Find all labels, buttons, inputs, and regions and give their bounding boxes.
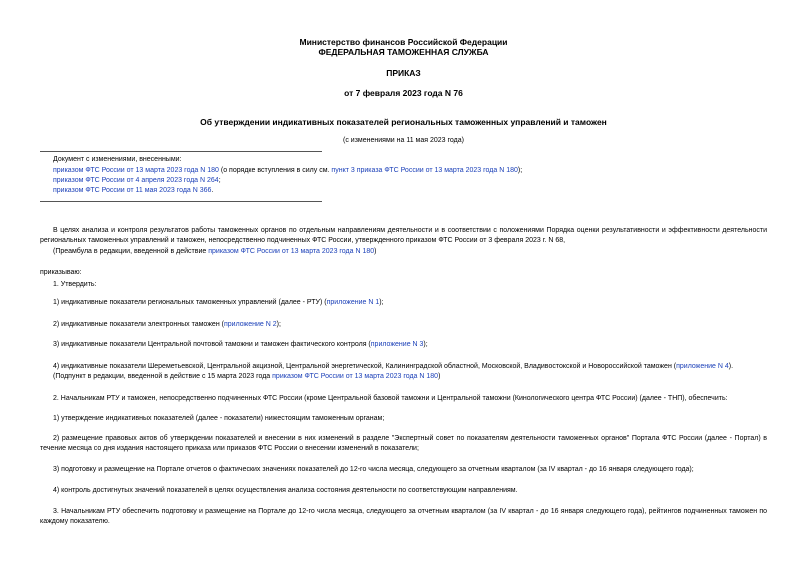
service-name: ФЕДЕРАЛЬНАЯ ТАМОЖЕННАЯ СЛУЖБА (318, 47, 489, 57)
link-order-366[interactable]: приказом ФТС России от 11 мая 2023 года N 366 (53, 187, 212, 194)
point-2: 2. Начальникам РТУ и таможен, непосредственно подчиненных ФТС России (кроме Центральной базовой таможни и Центральной таможни (Кинологического центра ФТС России) (далее - ТНП), обеспечить: (53, 395, 728, 402)
ministry-name: Министерство финансов Российской Федерации (299, 37, 508, 47)
changes-bottom-rule (40, 201, 322, 202)
link-order-180[interactable]: приказом ФТС России от 13 марта 2023 года N 180 (53, 167, 219, 174)
subpoint-2-4: 4) контроль достигнутых значений показателей в целях осуществления анализа состояния деятельности по соответствующим направлениям. (53, 487, 518, 494)
order-word: приказываю: (40, 269, 82, 276)
link-appendix-1[interactable]: приложение N 1 (326, 299, 380, 306)
link-order-180-point-3[interactable]: пункт 3 приказа ФТС России от 13 марта 2023 года N 180 (331, 167, 518, 174)
subpoint-1-4-note: (Подпункт в редакции, введенной в действие с 15 марта 2023 года приказом ФТС России от 13 марта 2023 года N 180) (53, 373, 441, 380)
changes-item-1: приказом ФТС России от 13 марта 2023 года N 180 (о порядке вступления в силу см. пункт 3 приказа ФТС России от 13 марта 2023 года N 180); (53, 167, 523, 174)
document-title: Об утверждении индикативных показателей региональных таможенных управлений и таможен (200, 117, 607, 127)
subpoint-2-2: 2) размещение правовых актов об утверждении показателей и внесении в них изменений в разделе "Экспертный совет по показателям деятельности таможенных органов" Портала ФТС России (далее - Портал) в течение месяца со дня издания настоящего приказа или приказов ФТС России о внесении изменений в показатели; (40, 435, 767, 452)
preamble-text: В целях анализа и контроля результатов работы таможенных органов по отдельным направлениям деятельности и в соответствии с положениями Порядка оценки результативности и эффективности деятельности региональных таможенных управлений и таможен, непосредственно подчиненных ФТС России, утвержденного приказом ФТС России от 3 февраля 2023 г. N 68, (40, 227, 767, 244)
link-preamble-order-180[interactable]: приказом ФТС России от 13 марта 2023 года N 180 (208, 248, 375, 255)
link-subpoint-order-180[interactable]: приказом ФТС России от 13 марта 2023 года N 180 (272, 373, 439, 380)
link-order-264[interactable]: приказом ФТС России от 4 апреля 2023 года N 264 (53, 177, 219, 184)
subpoint-1-2: 2) индикативные показатели электронных таможен (приложение N 2); (53, 321, 281, 328)
changes-intro: Документ с изменениями, внесенными: (53, 156, 182, 163)
document-date-number: от 7 февраля 2023 года N 76 (344, 88, 463, 98)
changes-top-rule (40, 151, 322, 152)
link-appendix-3[interactable]: приложение N 3 (370, 341, 424, 348)
changes-item-3: приказом ФТС России от 11 мая 2023 года N 366. (53, 187, 214, 194)
changes-item-2: приказом ФТС России от 4 апреля 2023 года N 264; (53, 177, 221, 184)
subpoint-1-3: 3) индикативные показатели Центральной почтовой таможни и таможен фактического контроля (приложение N 3); (53, 341, 428, 348)
point-1: 1. Утвердить: (53, 281, 97, 288)
document-type: ПРИКАЗ (386, 68, 421, 78)
subpoint-1-1: 1) индикативные показатели региональных таможенных управлений (далее - РТУ) (приложение N 1); (53, 299, 384, 306)
subpoint-1-4: 4) индикативные показатели Шереметьевской, Центральной акцизной, Центральной энергетической, Калининградской областной, Московской, Владивостокской и Новороссийской таможен (приложение N 4). (53, 363, 734, 370)
amended-note: (с изменениями на 11 мая 2023 года) (343, 137, 464, 144)
point-3: 3. Начальникам РТУ обеспечить подготовку и размещение на Портале до 12-го числа месяца, следующего за отчетным кварталом (за IV квартал - до 16 января следующего года), рейтингов подчиненных таможен по каждому показателю. (40, 508, 767, 525)
subpoint-2-1: 1) утверждение индикативных показателей (далее - показатели) нижестоящим таможенным органам; (53, 415, 385, 422)
preamble-note: (Преамбула в редакции, введенной в действие приказом ФТС России от 13 марта 2023 года N 180) (53, 248, 377, 255)
link-appendix-2[interactable]: приложение N 2 (223, 321, 277, 328)
link-appendix-4[interactable]: приложение N 4 (676, 363, 729, 370)
subpoint-2-3: 3) подготовку и размещение на Портале отчетов о фактических значениях показателей до 12-го числа месяца, следующего за отчетным кварталом (за IV квартал - до 16 января следующего года); (53, 466, 694, 473)
